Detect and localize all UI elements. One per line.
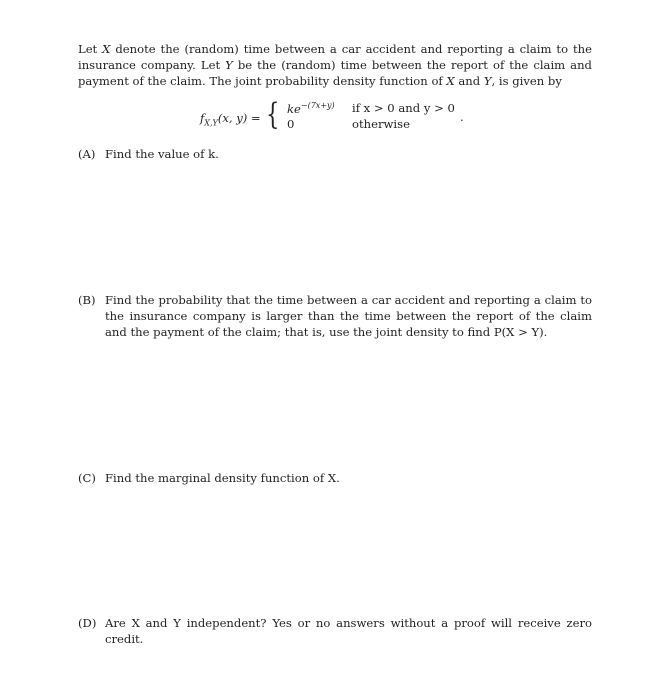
intro-text: be the (random) time between the report of the claim and payment of the claim. The joint probability density function of [78,58,592,88]
question-text: Find the probability that the time between a car accident and reporting a claim to the insurance company is larger than the time between the report of the claim and the payment of the claim; that is, use the joint density to find P(X > Y). [105,293,592,339]
left-brace: { [266,97,280,132]
question-text: Are X and Y independent? Yes or no answers without a proof will receive zero credit. [105,616,592,646]
formula-case-1: $ke^{-(7x+y)}$ [287,101,335,116]
problem-intro [78,41,592,89]
intro-text: and [454,74,484,88]
variable-y: Y [483,74,492,88]
variable-y: Y [225,58,233,72]
intro-text: denote the (random) time between a car accident and reporting a claim to the insurance company. Let [78,42,592,72]
formula-condition-1: if x > 0 and y > 0 [352,101,455,115]
formula-period: . [460,110,464,124]
question-label: (C) [78,471,96,485]
question-text: Find the marginal density function of X. [105,471,340,485]
formula-lhs: $f_{X,Y}(x$, y) = [200,111,261,128]
question-label: (B) [78,293,96,307]
variable-x: X [446,74,455,88]
intro-text: , is given by [491,74,562,88]
question-label: (A) [78,147,96,161]
formula-condition-2: otherwise [352,117,410,131]
joint-density-formula [200,97,500,136]
intro-text: Let [78,42,103,56]
question-label: (D) [78,616,97,630]
formula-case-2: 0 [287,117,295,131]
question-text: Find the value of k. [105,147,219,161]
variable-x: X [102,42,111,56]
